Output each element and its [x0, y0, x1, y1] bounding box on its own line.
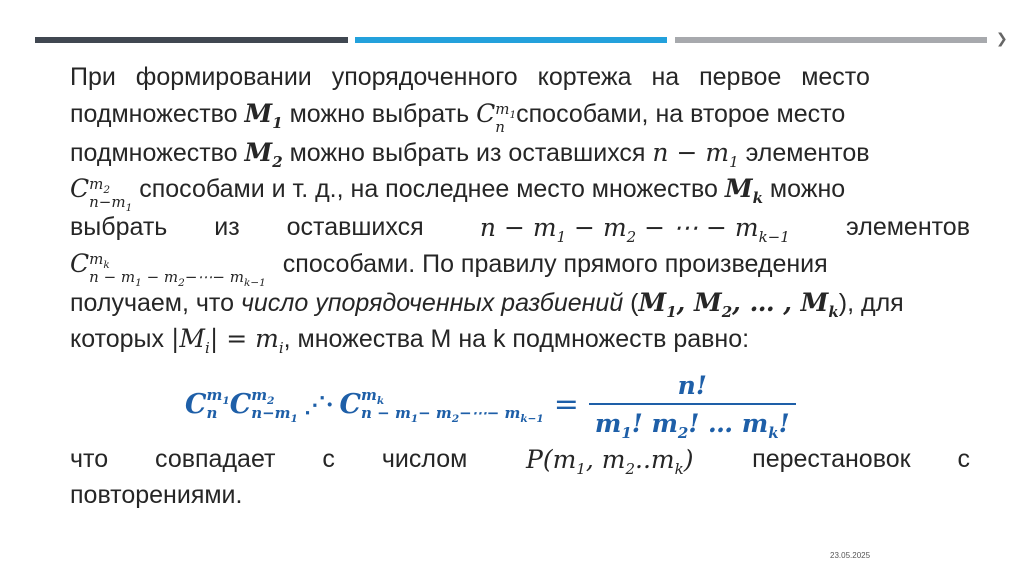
text-line-1: При формировании упорядоченного кортежа на первое место	[70, 63, 870, 91]
formula-fraction: $\frac{n!}{m_1! m_2! \dots m_k!}$	[589, 371, 796, 438]
text-line-6: C $m_k$ $n - m_1$ − $m_2-\cdots- m_{k-1}$ способами. По правилу прямого произведения	[70, 248, 828, 289]
text-line-2: подмножество $M_1$ можно выбрать C $m_1$ n способами, на второе место	[70, 98, 846, 136]
formula-multinomial: C $m_1$ n C $m_2$ $n-m_1$ ⋰· C $m_k$ $n - m_1-$ $m_2-\cdots- m_{k-1}$ = $\frac{n!}{m_1! m_2! \dots m_k!}$	[185, 367, 885, 442]
text-line-8: которых $|M_i| = m_i$, множества M на k подмножеств равно:	[70, 324, 750, 357]
text-line-10: повторениями.	[70, 480, 243, 509]
header-bar-blue	[355, 37, 667, 43]
chevron-right-icon: ❯	[996, 31, 1008, 47]
text-line-9: что совпадает с числом $P(m_1$, $m_2..m_k$) перестановок с	[70, 445, 970, 478]
text-line-7: получаем, что число упорядоченных разбиений ($M_1$, $M_2$, … , $M_k$), для	[70, 287, 904, 321]
header-bar-gray	[675, 37, 987, 43]
slide-body	[70, 60, 970, 358]
text-line-5: выбрать из оставшихся $n - m_1 - m_2$ − ⋯ − $m_{k-1}$ элементов	[70, 213, 970, 246]
header-bar-dark	[35, 37, 348, 43]
slide-body-tail	[70, 442, 970, 513]
text-line-3: подмножество $M_2$ можно выбрать из оставшихся $n - m_1$ элементов	[70, 137, 870, 171]
text-line-4: C $m_2$ $n-m_1$ способами и т. д., на последнее место множество $M_k$ можно	[70, 174, 846, 214]
slide-date: 23.05.2025	[830, 551, 871, 560]
